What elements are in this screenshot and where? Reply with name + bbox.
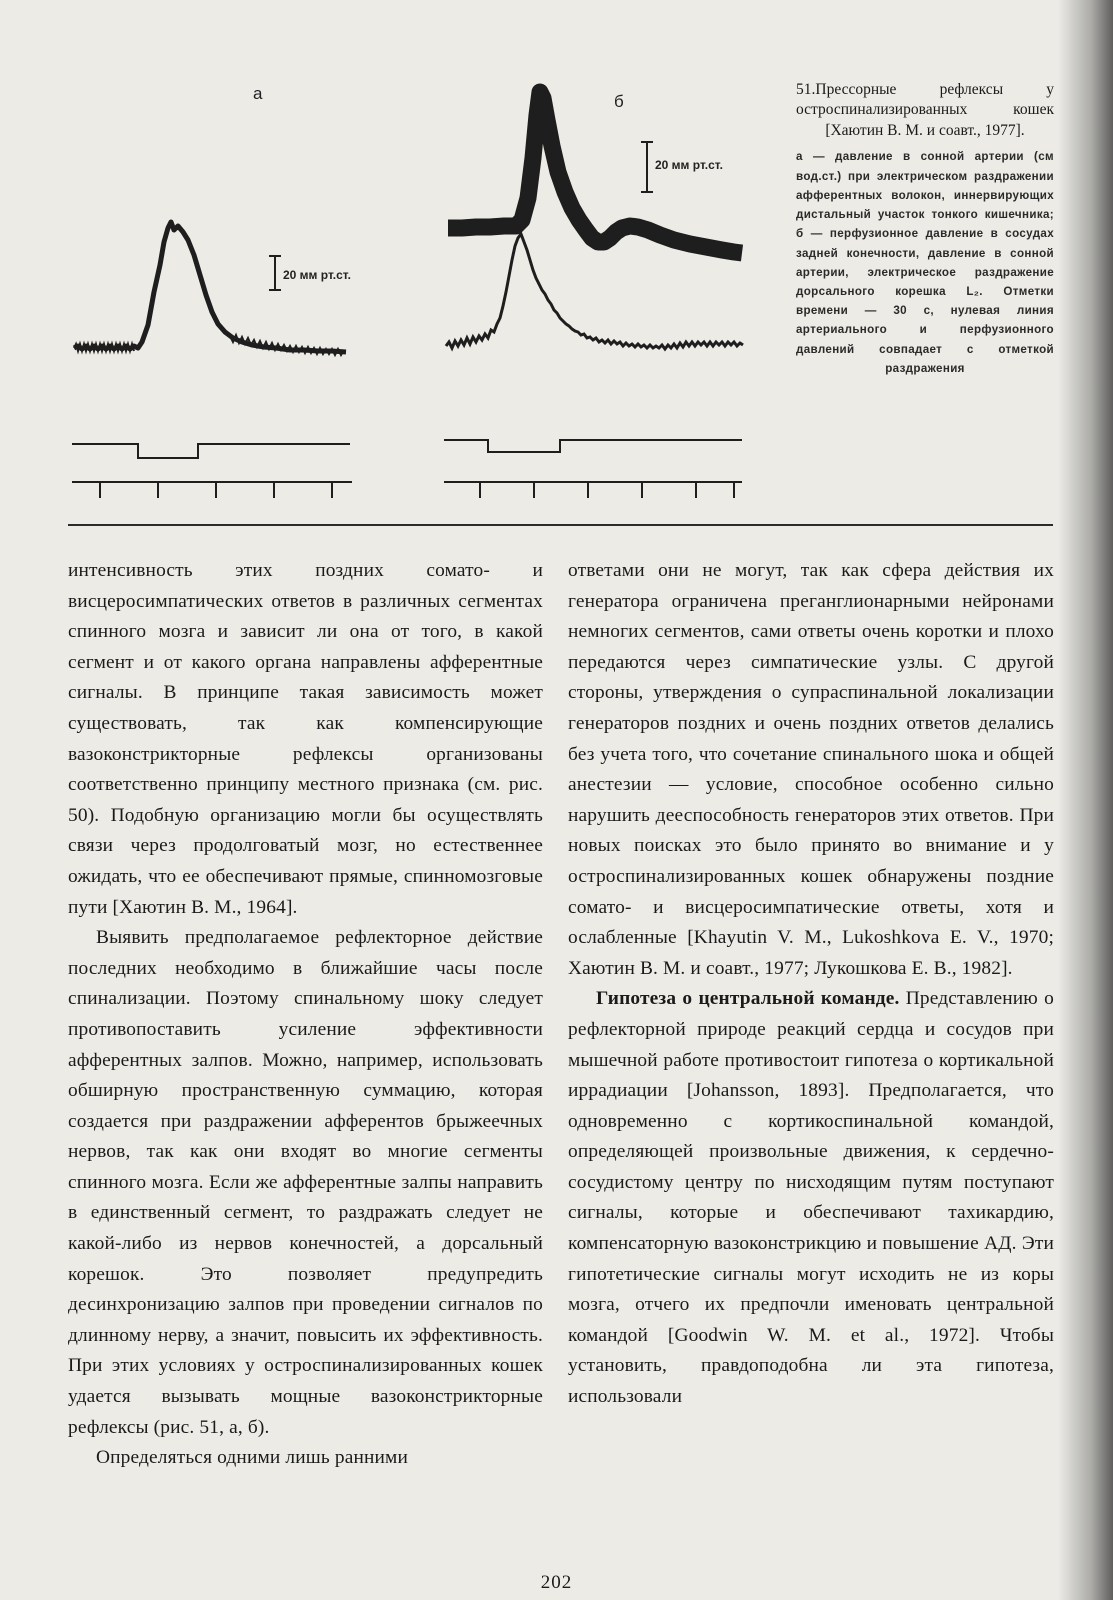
section-heading: Гипотеза о центральной команде. bbox=[596, 988, 900, 1010]
page-number: 202 bbox=[540, 1572, 573, 1593]
page-edge-shadow bbox=[1058, 0, 1113, 1600]
scale-label-a: 20 мм рт.ст. bbox=[283, 268, 351, 282]
paragraph: Определяться одними лишь ранними bbox=[96, 1447, 408, 1469]
stimulus-mark-a bbox=[72, 444, 350, 458]
left-column bbox=[68, 556, 543, 1474]
figure-51 bbox=[70, 80, 790, 520]
stimulus-mark-b bbox=[444, 440, 742, 452]
figure-separator-rule bbox=[68, 524, 1053, 526]
time-ticks-b bbox=[480, 482, 734, 498]
time-ticks-a bbox=[100, 482, 332, 498]
paragraph bbox=[568, 984, 1054, 1412]
panel-label-b: б bbox=[614, 92, 624, 111]
right-column bbox=[568, 556, 1054, 1413]
caption-body: а — давление в сонной артерии (см вод.ст.) при электрическом раздражении афферентных волокон, иннервирующих дистальный участок тонкого кишечника; б — перфузионное давление в сосудах задней конечности, давление в сонной артерии, электрическое раздражение дорсального корешка L₂. Отметки времени — 30 с, нулевая линия артериального и перфузионного давлений совпадает с отметкой раздражения bbox=[796, 150, 1054, 375]
figure-caption bbox=[796, 80, 1054, 378]
paragraph: интенсивность этих поздних сомато- и висцеросимпатических ответов в различных сегментах спинного мозга и зависит ли она от того, в какой сегмент и от какого органа направлены афферентные сигналы. В принципе такая зависимость может существовать, так как компенсирующие вазоконстрикторные рефлексы организованы соответственно принципу местного признака (см. рис. 50). Подобную организацию могли бы осуществлять связи через продолговатый мозг, но естественнее ожидать, что ее обеспечивают прямые, спинномозговые пути [Хаютин В. М., 1964]. bbox=[68, 560, 543, 918]
trace-b-perfusion bbox=[448, 92, 742, 253]
figure-traces bbox=[70, 80, 790, 520]
caption-title: 51.Прессорные рефлексы у остроспинализированных кошек [Хаютин В. М. и соавт., 1977]. bbox=[796, 81, 1054, 139]
paragraph: Выявить предполагаемое рефлекторное действие последних необходимо в ближайшие часы после спинализации. Поэтому спинальному шоку следует противопоставить усиление эффективности афферентных залпов. Можно, например, использовать обширную пространственную суммацию, которая создается при раздражении афферентов брыжеечных нервов, так как они входят во многие сегменты спинного мозга. Если же афферентные залпы направить в единственный сегмент, то раздражать следует не какой-либо из нервов конечностей, а дорсальный корешок. Это позволяет предупредить десинхронизацию залпов при проведении сигналов по длинному нерву, а значит, повысить их эффективность. При этих условиях у остроспинализированных кошек удается вызывать мощные вазоконстрикторные рефлексы (рис. 51, а, б). bbox=[68, 927, 543, 1438]
trace-a-ripple bbox=[74, 335, 344, 355]
paragraph-text: Представлению о рефлекторной природе реакций сердца и сосудов при мышечной работе противостоит гипотеза о кортикальной иррадиации [Johansson, 1893]. Предполагается, что одновременно с кортикоспинальной командой, определяющей произвольные движения, к сердечно-сосудистому центру по нисходящим путям поступают сигналы, которые и обеспечивают тахикардию, компенсаторную вазоконстрикцию и повышение АД. Эти гипотетические сигналы могут исходить не из коры мозга, отчего их предпочли именовать центральной командой [Goodwin W. M. et al., 1972]. Чтобы установить, правдоподобна ли эта гипотеза, использовали bbox=[568, 988, 1054, 1408]
panel-label-a: а bbox=[253, 84, 263, 103]
scale-label-b: 20 мм рт.ст. bbox=[655, 158, 723, 172]
paragraph: ответами они не могут, так как сфера действия их генератора ограничена преганглионарными нейронами немногих сегментов, сами ответы очень коротки и плохо передаются через симпатические узлы. С другой стороны, утверждения о супраспинальной локализации генераторов поздних и очень поздних ответов делались без учета того, что сочетание спинального шока и общей анестезии — условие, способное особенно сильно нарушить дееспособность генераторов этих ответов. При новых поисках это было принято во внимание и у остроспинализированных кошек обнаружены поздние сомато- и висцеросимпатические ответы, хотя и ослабленные [Khayutin V. M., Lukoshkova E. V., 1970; Хаютин В. М. и соавт., 1977; Лукошкова Е. В., 1982]. bbox=[568, 560, 1054, 979]
trace-a-pressure bbox=[74, 222, 346, 352]
